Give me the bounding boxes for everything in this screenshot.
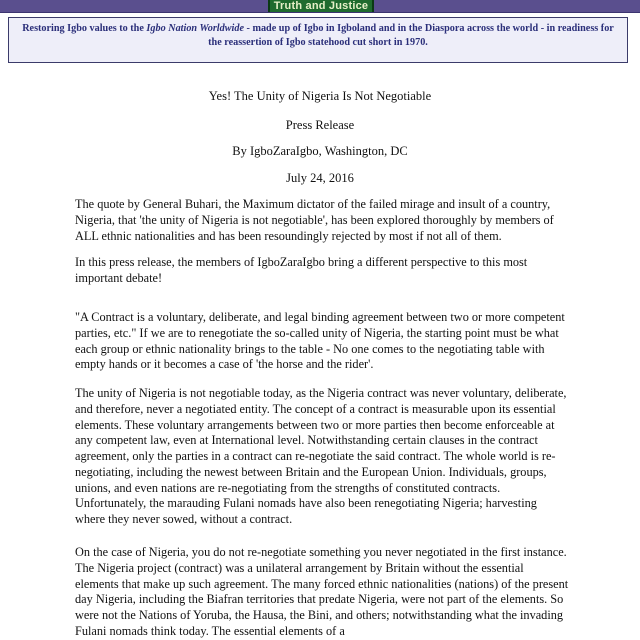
mission-banner [8, 17, 628, 63]
paragraph: In this press release, the members of IgboZaraIgbo bring a different perspective to this most important debate! [75, 255, 528, 285]
banner-text-italic: Igbo Nation Worldwide [146, 23, 244, 34]
article-title: Yes! The Unity of Nigeria Is Not Negotiable [208, 89, 432, 103]
site-logo [268, 0, 374, 12]
release-type: Press Release [285, 118, 355, 132]
paragraph: The quote by General Buhari, the Maximum dictator of the failed mirage and insult of a country, Nigeria, that 'the unity of Nigeria is not negotiable', has been explored thoroughly by members of ALL ethnic nationalities and has been resoundingly rejected by most if not all of them. [75, 197, 554, 243]
top-banner-bar [0, 0, 640, 13]
banner-text-end: - made up of Igbo in Igboland and in the Diaspora across the world - in readiness for the reassertion of Igbo statehood cut short in 1970. [208, 23, 614, 48]
paragraph: The unity of Nigeria is not negotiable today, as the Nigeria contract was never voluntary, deliberate, and therefore, never a negotiated entity. The concept of a contract is measurable upon its essential elements. These voluntary arrangements between two or more parties then become enforceable at any competent law, even at International level. Notwithstanding certain clauses in the contract agreement, only the parties in a contract can re-negotiate the said contract. The whole world is re-negotiating, including the newest between Britain and the European Union. Individuals, groups, unions, and even nations are re-negotiating from the strengths of constituted contracts. Unfortunately, the marauding Fulani nomads have also been renegotiating Nigeria; harvesting where they never sowed, without a contract. [75, 386, 567, 526]
logo-text: Truth and Justice [273, 0, 369, 12]
banner-text-start: Restoring Igbo values to the [22, 23, 147, 34]
paragraph: On the case of Nigeria, you do not re-negotiate something you never negotiated in the first instance. The Nigeria project (contract) was a unilateral arrangement by Britain without the essential elements that make up such agreement. The many forced ethnic nationalities (nations) of the present day Nigeria, including the Biafran territories that predate Nigeria, were not part of the elements. So were not the Nations of Yoruba, the Hausa, the Bini, and others; notwithstanding what the invading Fulani nomads think today. The essential elements of a [75, 545, 569, 638]
byline: By IgboZaraIgbo, Washington, DC [232, 144, 408, 158]
paragraph: "A Contract is a voluntary, deliberate, and legal binding agreement between two or more competent parties, etc." If we are to renegotiate the so-called unity of Nigeria, the starting point must be what each group or ethnic nationality brings to the table - No one comes to the negotiating table with empty hands or it becomes a case of 'the horse and the rider'. [75, 310, 565, 372]
release-date: July 24, 2016 [286, 171, 354, 185]
